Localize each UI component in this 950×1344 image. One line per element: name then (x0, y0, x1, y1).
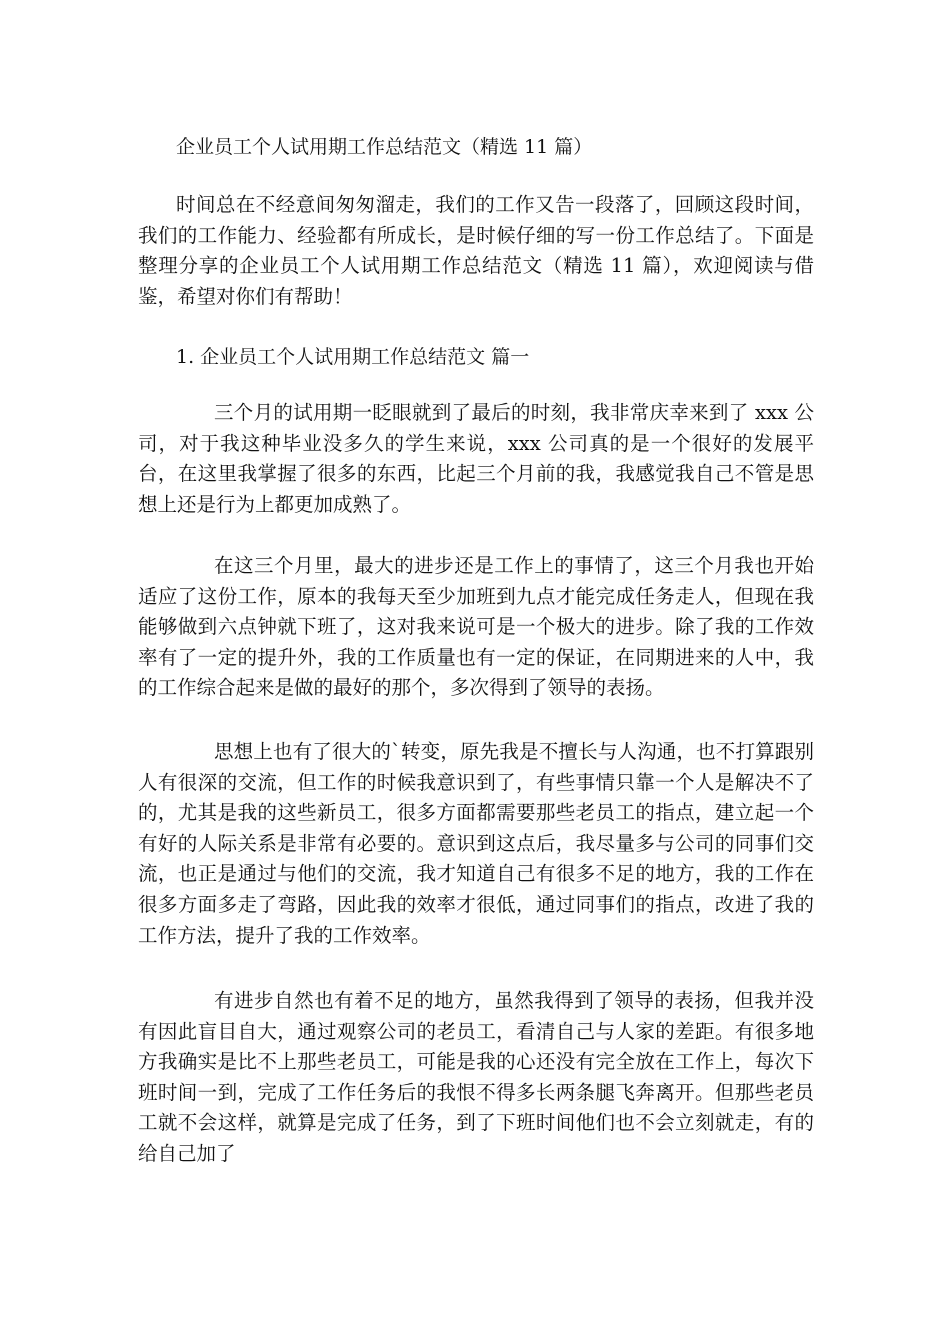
body-paragraph-3: 思想上也有了很大的`转变，原先我是不擅长与人沟通，也不打算跟别人有很深的交流，但工作的时候我意识到了，有些事情只靠一个人是解决不了的，尤其是我的这些新员工，很多方面都需要那些老员工的指点，建立起一个有好的人际关系是非常有必要的。意识到这点后，我尽量多与公司的同事们交流，也正是通过与他们的交流，我才知道自己有很多不足的地方，我的工作在很多方面多走了弯路，因此我的效率才很低，通过同事们的指点，改进了我的工作方法，提升了我的工作效率。 (138, 740, 814, 947)
body-paragraph-2: 在这三个月里，最大的进步还是工作上的事情了，这三个月我也开始适应了这份工作，原本的我每天至少加班到九点才能完成任务走人，但现在我能够做到六点钟就下班了，这对我来说可是一个极大的进步。除了我的工作效率有了一定的提升外，我的工作质量也有一定的保证，在同期进来的人中，我的工作综合起来是做的最好的那个，多次得到了领导的表扬。 (138, 554, 814, 700)
document-title: 企业员工个人试用期工作总结范文（精选 11 篇） (176, 136, 593, 158)
section-heading: 1. 企业员工个人试用期工作总结范文 篇一 (176, 346, 530, 368)
intro-paragraph: 时间总在不经意间匆匆溜走，我们的工作又告一段落了，回顾这段时间，我们的工作能力、经验都有所成长，是时候仔细的写一份工作总结了。下面是整理分享的企业员工个人试用期工作总结范文（精选 11 篇），欢迎阅读与借鉴，希望对你们有帮助！ (138, 193, 814, 308)
body-paragraph-4: 有进步自然也有着不足的地方，虽然我得到了领导的表扬，但我并没有因此盲目自大，通过观察公司的老员工，看清自己与人家的差距。有很多地方我确实是比不上那些老员工，可能是我的心还没有完全放在工作上，每次下班时间一到，完成了工作任务后的我恨不得多长两条腿飞奔离开。但那些老员工就不会这样，就算是完成了任务，到了下班时间他们也不会立刻就走，有的给自己加了 (138, 989, 814, 1165)
body-paragraph-1: 三个月的试用期一眨眼就到了最后的时刻，我非常庆幸来到了 xxx 公司，对于我这种毕业没多久的学生来说，xxx 公司真的是一个很好的发展平台，在这里我掌握了很多的东西，比起三个月前的我，我感觉我自己不管是思想上还是行为上都更加成熟了。 (138, 401, 814, 516)
